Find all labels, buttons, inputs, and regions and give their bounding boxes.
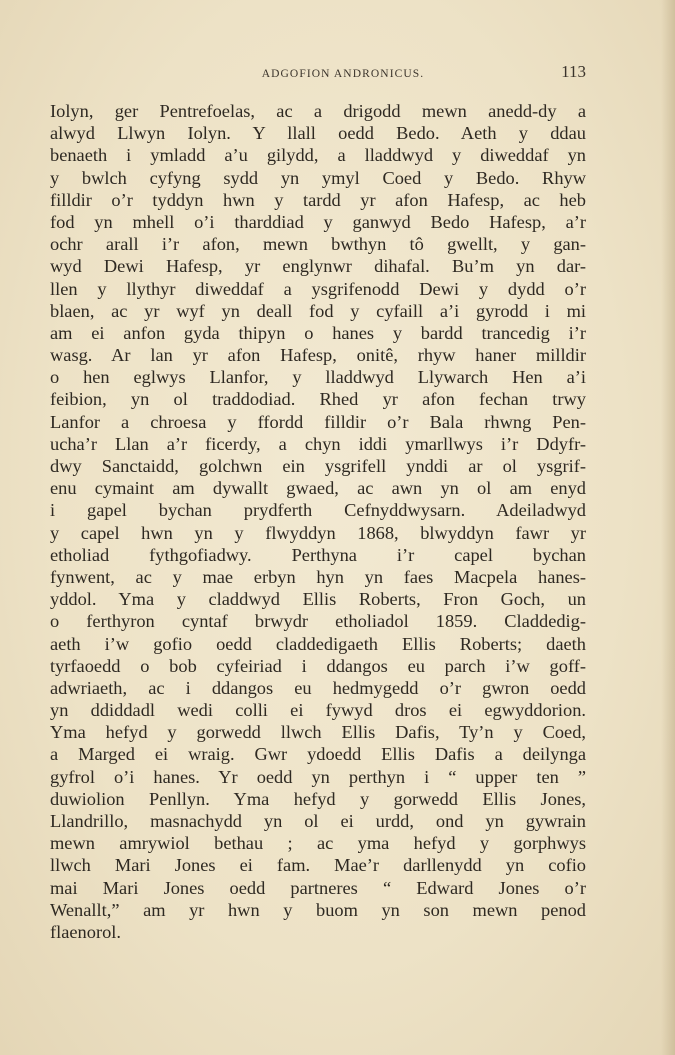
text-line: enu cymaint am dywallt gwaed, ac awn yn ol am enyd (50, 478, 586, 499)
text-line: o ferthyron cyntaf brwydr etholiadol 1859. Claddedig- (50, 611, 586, 632)
page-edge-shadow (661, 0, 675, 1055)
text-line: Wenallt,” am yr hwn y buom yn son mewn penod (50, 899, 586, 920)
running-head: ADGOFION ANDRONICUS. (261, 68, 425, 80)
text-line: y capel hwn yn y flwyddyn 1868, blwyddyn fawr yr (50, 522, 586, 543)
text-line: Llandrillo, masnachydd yn ol ei urdd, ond yn gywrain (50, 811, 586, 831)
text-line: benaeth i ymladd a’u gilydd, a lladdwyd y diweddaf yn (50, 145, 586, 166)
text-line: duwiolion Penllyn. Yma hefyd y gorwedd Ellis Jones, (50, 788, 586, 809)
text-line: adwriaeth, ac i ddangos eu hedmygedd o’r gwron oedd (50, 677, 586, 698)
text-line: mai Mari Jones oedd partneres “ Edward Jones o’r (50, 877, 586, 898)
text-line: o hen eglwys Llanfor, y lladdwyd Llywarch Hen a’i (50, 367, 586, 388)
text-line: yddol. Yma y claddwyd Ellis Roberts, Fron Goch, un (50, 589, 586, 610)
text-line: wasg. Ar lan yr afon Hafesp, onitê, rhyw haner milldir (50, 345, 586, 366)
text-line: Iolyn, ger Pentrefoelas, ac a drigodd mewn anedd-dy a (50, 101, 586, 121)
text-line: llwch Mari Jones ei fam. Mae’r darllenydd yn cofio (50, 855, 586, 876)
text-line: dwy Sanctaidd, golchwn ein ysgrifell ynddi ar ol ysgrif- (50, 456, 586, 476)
text-line: tyrfaoedd o bob cyfeiriad i ddangos eu parch i’w goff- (50, 655, 586, 676)
text-line: mewn amrywiol bethau ; ac yma hefyd y gorphwys (50, 833, 586, 854)
text-line: a Marged ei wraig. Gwr ydoedd Ellis Dafis a deilynga (50, 744, 586, 765)
text-line: i gapel bychan prydferth Cefnyddwysarn. Adeiladwyd (50, 500, 586, 521)
text-line: alwyd Llwyn Iolyn. Y llall oedd Bedo. Aeth y ddau (50, 123, 586, 144)
text-line: aeth i’w gofio oedd claddedigaeth Ellis Roberts; daeth (50, 633, 586, 654)
text-line: ochr arall i’r afon, mewn bwthyn tô gwellt, y gan- (50, 234, 586, 255)
text-line: feibion, yn ol traddodiad. Rhed yr afon fechan trwy (50, 389, 586, 410)
text-line: wyd Dewi Hafesp, yr englynwr dihafal. Bu’m yn dar- (50, 256, 586, 277)
text-line: ucha’r Llan a’r ficerdy, a chyn iddi ymarllwys i’r Ddyfr- (50, 433, 586, 454)
text-line: llen y llythyr diweddaf a ysgrifenodd Dewi y dydd o’r (50, 278, 586, 299)
text-line: am ei anfon gyda thipyn o hanes y bardd trancedig i’r (50, 322, 586, 343)
text-line: blaen, ac yr wyf yn deall fod y cyfaill a’i gyrodd i mi (50, 300, 586, 321)
text-line: flaenorol. (50, 921, 121, 942)
text-line: filldir o’r tyddyn hwn y tardd yr afon Hafesp, ac heb (50, 189, 586, 210)
text-line: fod yn mhell o’i tharddiad y ganwyd Bedo Hafesp, a’r (50, 211, 586, 232)
text-line: fynwent, ac y mae erbyn hyn yn faes Macpela hanes- (50, 566, 586, 587)
text-line: y bwlch cyfyng sydd yn ymyl Coed y Bedo. Rhyw (50, 167, 586, 188)
text-line: Lanfor a chroesa y ffordd filldir o’r Bala rhwng Pen- (50, 411, 586, 432)
text-line: Yma hefyd y gorwedd llwch Ellis Dafis, Ty’n y Coed, (50, 722, 586, 743)
text-line: yn ddiddadl wedi colli ei fywyd dros ei egwyddorion. (50, 700, 586, 721)
page-header (100, 62, 586, 86)
text-line: etholiad fythgofiadwy. Perthyna i’r capel bychan (50, 544, 586, 565)
page-number: 113 (561, 62, 586, 81)
body-text (50, 100, 586, 943)
text-line: gyfrol o’i hanes. Yr oedd yn perthyn i “ upper ten ” (50, 766, 586, 787)
